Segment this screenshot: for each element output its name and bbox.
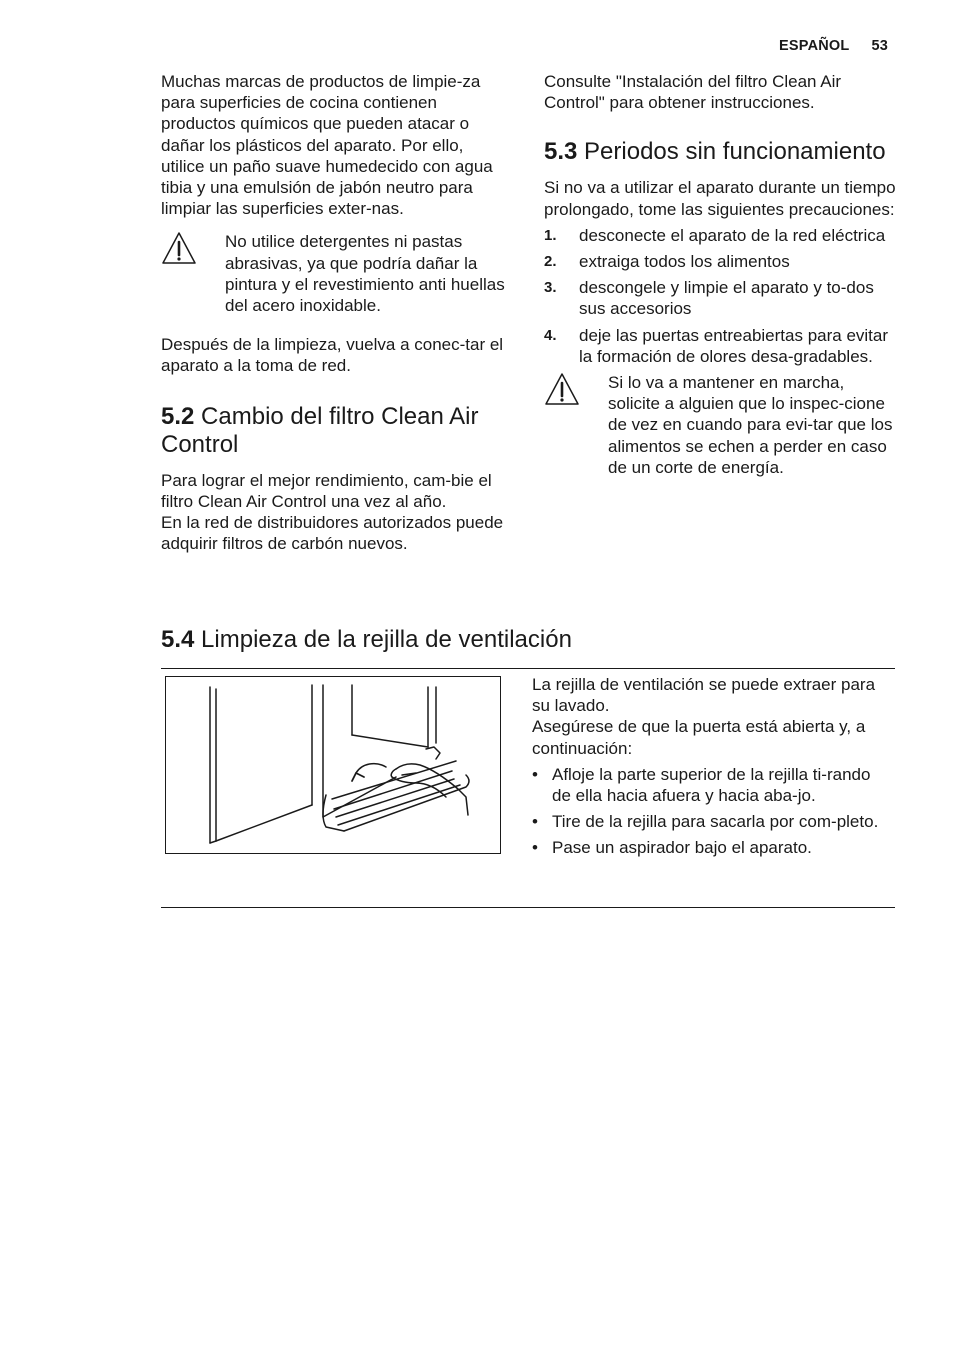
section-5-4-paragraph-1: La rejilla de ventilación se puede extraer para su lavado. [532, 675, 876, 716]
section-5-4-paragraph-2: Asegúrese de que la puerta está abierta y, a continuación: [532, 717, 866, 758]
warning-text: No utilice detergentes ni pastas abrasivas, ya que podría dañar la pintura y el revestimiento anti huellas del acero inoxidable. [225, 232, 505, 316]
section-title: Cambio del filtro Clean Air Control [161, 402, 479, 458]
page-header [779, 38, 888, 54]
step-text: descongele y limpie el aparato y to-dos sus accesorios [579, 278, 874, 319]
bullet-text: Tire de la rejilla para sacarla por com-pleto. [552, 812, 879, 832]
section-5-2-paragraph-2: En la red de distribuidores autorizados puede adquirir filtros de carbón nuevos. [161, 513, 504, 554]
bullet: • [532, 764, 538, 784]
warning-block [161, 231, 511, 316]
bullet-text: Afloje la parte superior de la rejilla ti-rando de ella hacia afuera y hacia aba-jo. [552, 764, 871, 806]
bullet-text: Pase un aspirador bajo el aparato. [552, 838, 812, 858]
section-5-2-paragraph-1: Para lograr el mejor rendimiento, cam-bie el filtro Clean Air Control una vez al año. [161, 470, 492, 511]
instructions-list [532, 764, 894, 859]
list-item [544, 225, 896, 246]
warning-block [544, 372, 896, 478]
after-cleaning-paragraph: Después de la limpieza, vuelva a conec-tar el aparato a la toma de red. [161, 335, 504, 376]
section-5-4-heading [161, 626, 572, 654]
list-item [544, 277, 896, 319]
step-text: deje las puertas entreabiertas para evitar la formación de olores desa-gradables. [579, 325, 889, 366]
step-number: 4. [544, 326, 557, 344]
divider [161, 668, 895, 669]
section-number: 5.2 [161, 402, 195, 430]
step-text: desconecte el aparato de la red eléctrica [579, 225, 886, 245]
bullet: • [532, 812, 538, 832]
section-5-3-intro: Si no va a utilizar el aparato durante un tiempo prolongado, tome las siguientes precauciones: [544, 178, 896, 219]
list-item [532, 811, 894, 832]
list-item [544, 325, 896, 367]
warning-icon [544, 372, 580, 406]
warning-icon [161, 231, 197, 265]
step-text: extraiga todos los alimentos [579, 252, 790, 272]
section-title: Periodos sin funcionamiento [584, 138, 886, 166]
consult-paragraph: Consulte "Instalación del filtro Clean Air Control" para obtener instrucciones. [544, 72, 842, 113]
intro-paragraph: Muchas marcas de productos de limpie-za para superficies de cocina contienen productos químicos que pueden atacar o dañar los plásticos del aparato. Por ello, utilice un paño suave humedecido con agua tibia y una emulsión de jabón neutro para limpiar las superficies exter-nas. [161, 72, 493, 219]
divider [161, 907, 895, 908]
step-number: 2. [544, 253, 557, 271]
list-item [532, 764, 894, 806]
bullet: • [532, 838, 538, 858]
step-number: 1. [544, 226, 557, 244]
appliance-drawing [166, 677, 500, 853]
section-5-3-heading [544, 138, 896, 166]
list-item [532, 837, 894, 858]
section-title: Limpieza de la rejilla de ventilación [201, 626, 572, 653]
ventilation-grille-illustration [165, 676, 501, 854]
left-column [161, 71, 511, 554]
precautions-list [544, 225, 896, 367]
section-5-2-heading [161, 403, 511, 459]
step-number: 3. [544, 279, 557, 297]
section-number: 5.4 [161, 626, 195, 653]
right-column [544, 71, 896, 478]
list-item [544, 251, 896, 272]
header-language: ESPAÑOL [779, 38, 850, 54]
section-number: 5.3 [544, 138, 578, 166]
page-number: 53 [871, 38, 888, 54]
warning-text: Si lo va a mantener en marcha, solicite a alguien que lo inspec-cione de vez en cuando para evi-tar que los alimentos se echen a perder en caso de un corte de energía. [608, 373, 893, 477]
section-5-4-text [532, 674, 894, 864]
